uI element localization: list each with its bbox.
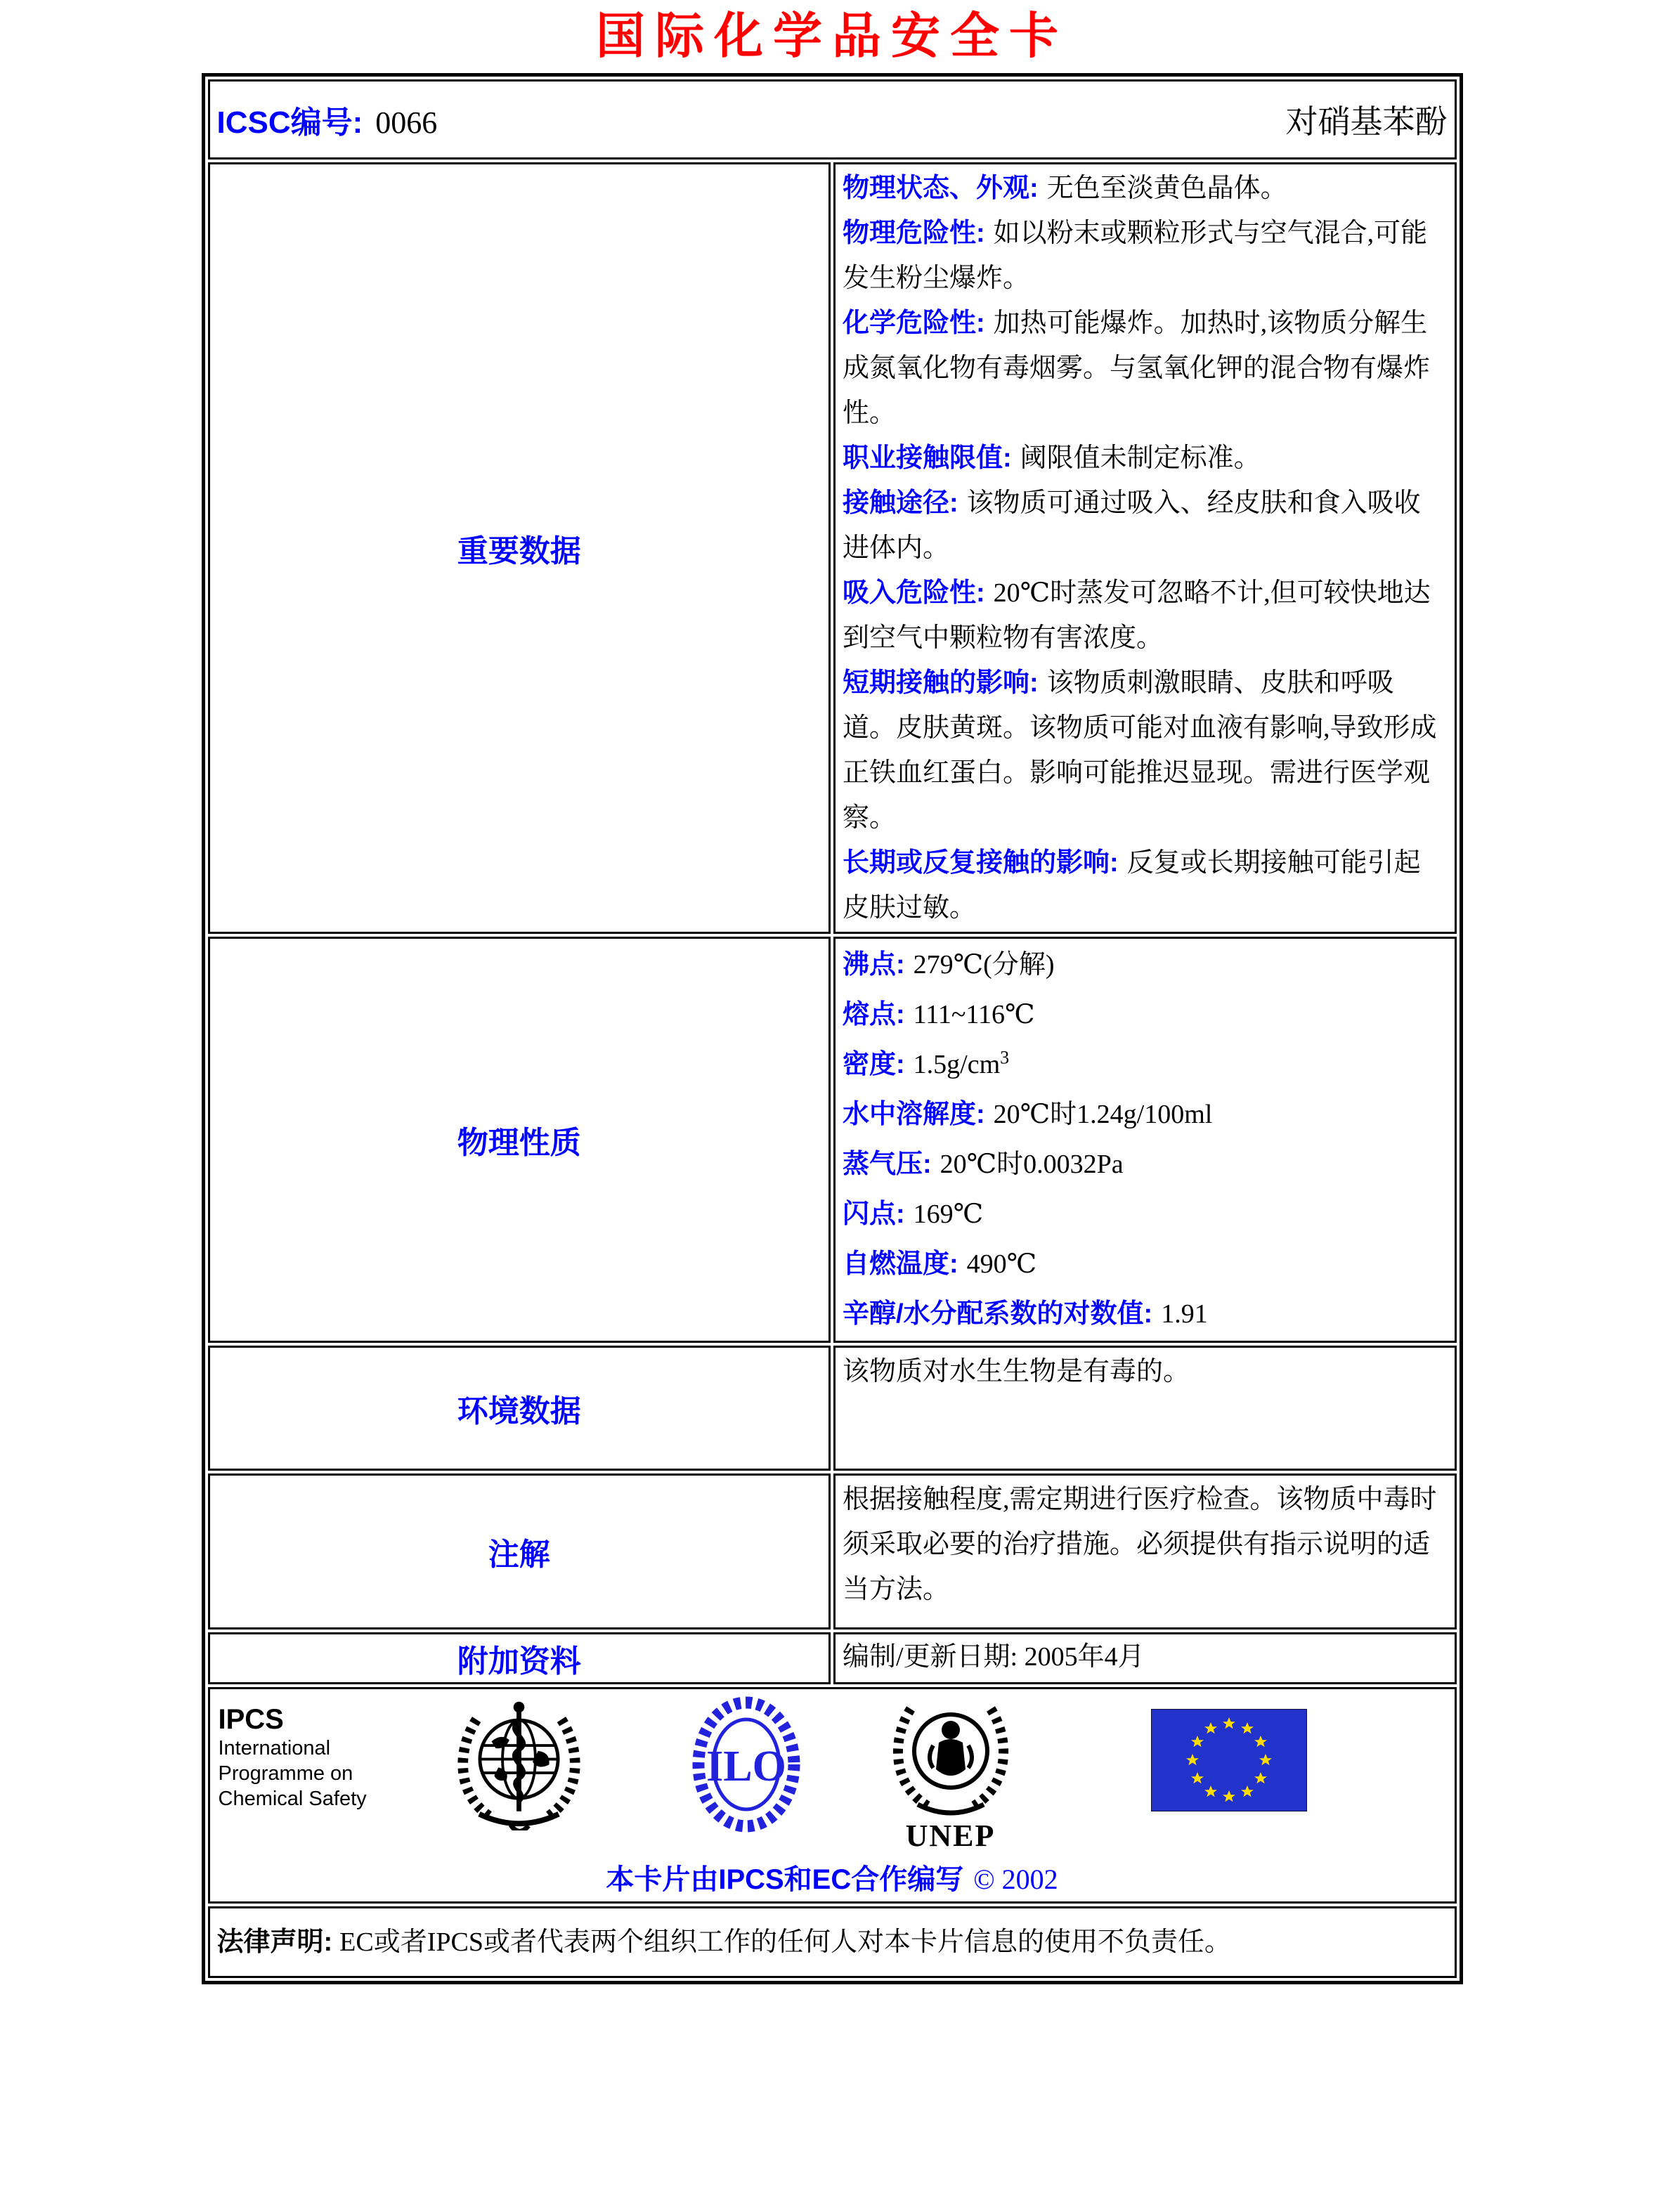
row-label-physical-properties: 物理性质: [208, 937, 831, 1343]
chemical-name: 对硝基苯酚: [1285, 104, 1448, 140]
item-label: 辛醇/水分配系数的对数值:: [843, 1299, 1153, 1329]
item-text: 20℃时蒸发可忽略不计,但可较快地达到空气中颗粒物有害浓度。: [843, 578, 1431, 653]
item-text: 1.5g/cm: [913, 1050, 1001, 1079]
physical-property-item: [843, 990, 1448, 1040]
item-label: 沸点:: [843, 950, 905, 980]
notes-text: 根据接触程度,需定期进行医疗检查。该物质中毒时须采取必要的治疗措施。必须提供有指示说明的适当方法。: [843, 1485, 1437, 1604]
update-date-label: 编制/更新日期:: [843, 1642, 1018, 1672]
credit-text: 本卡片由IPCS和EC合作编写: [606, 1864, 964, 1895]
footer-logos-row: [208, 1687, 1457, 1904]
item-text: 反复或长期接触可能引起皮肤过敏。: [843, 848, 1421, 923]
ilo-logo-icon: [686, 1693, 807, 1839]
item-label: 职业接触限值:: [843, 443, 1012, 473]
important-data-item: [843, 301, 1448, 436]
update-date-value: 2005年4月: [1024, 1642, 1145, 1672]
item-text: 1.91: [1161, 1299, 1208, 1329]
ipcs-description-line: International: [218, 1737, 331, 1759]
header-row: [208, 79, 1457, 160]
item-superscript: 3: [1000, 1047, 1010, 1068]
icsc-number-group: [217, 97, 438, 142]
row-label-environmental-data: 环境数据: [208, 1346, 831, 1471]
important-data-content: [833, 162, 1457, 934]
environmental-data-text: 该物质对水生生物是有毒的。: [843, 1357, 1190, 1386]
row-label-additional-info: 附加资料: [208, 1632, 831, 1684]
important-data-item: [843, 211, 1448, 301]
item-text: 20℃时0.0032Pa: [940, 1150, 1124, 1179]
unep-label: UNEP: [905, 1819, 996, 1853]
legal-text: EC或者IPCS或者代表两个组织工作的任何人对本卡片信息的使用不负责任。: [339, 1927, 1231, 1957]
important-data-item: [843, 436, 1448, 481]
important-data-item: [843, 481, 1448, 571]
ipcs-description-line: Programme on: [218, 1762, 353, 1785]
item-label: 熔点:: [843, 1000, 905, 1029]
item-label: 自燃温度:: [843, 1249, 958, 1279]
physical-property-item: [843, 1289, 1448, 1339]
unep-logo-icon: [884, 1693, 1018, 1852]
item-text: 该物质刺激眼睛、皮肤和呼吸道。皮肤黄斑。该物质可能对血液有影响,导致形成正铁血红蛋白。影响可能推迟显现。需进行医学观察。: [843, 668, 1437, 833]
item-label: 接触途径:: [843, 488, 958, 518]
legal-label: 法律声明:: [216, 1927, 333, 1957]
item-text: 加热可能爆炸。加热时,该物质分解生成氮氧化物有毒烟雾。与氢氧化钾的混合物有爆炸性。: [843, 308, 1431, 428]
item-text: 阈限值未制定标准。: [1020, 443, 1261, 473]
item-text: 490℃: [966, 1249, 1037, 1279]
icsc-number-value: 0066: [375, 105, 438, 140]
physical-property-item: [843, 1140, 1448, 1190]
item-label: 短期接触的影响:: [843, 668, 1039, 698]
item-label: 长期或反复接触的影响:: [843, 848, 1119, 878]
physical-property-item: [843, 1240, 1448, 1289]
item-text: 该物质可通过吸入、经皮肤和食入吸收进体内。: [843, 488, 1421, 563]
physical-property-item: [843, 1040, 1448, 1090]
additional-info-line: [843, 1636, 1448, 1678]
item-text: 无色至淡黄色晶体。: [1046, 174, 1287, 203]
notes-content: [833, 1473, 1457, 1629]
important-data-item: [843, 571, 1448, 661]
ipcs-text-block: [219, 1703, 407, 1811]
item-text: 20℃时1.24g/100ml: [993, 1100, 1213, 1129]
physical-properties-content: [833, 937, 1457, 1343]
important-data-item: [843, 166, 1448, 211]
item-text: 169℃: [913, 1199, 984, 1229]
page-title: 国际化学品安全卡: [596, 8, 1068, 63]
environmental-data-content: [833, 1346, 1457, 1471]
copyright-text: © 2002: [973, 1863, 1058, 1895]
item-label: 密度:: [843, 1050, 905, 1079]
ipcs-description-line: Chemical Safety: [218, 1788, 367, 1810]
item-label: 物理危险性:: [843, 219, 985, 248]
safety-card-table: [202, 73, 1463, 1984]
icsc-number-label: ICSC编号:: [216, 105, 363, 140]
physical-property-item: [843, 1090, 1448, 1140]
important-data-item: [843, 840, 1448, 930]
ilo-letters: ILO: [706, 1743, 786, 1790]
important-data-item: [843, 661, 1448, 840]
item-label: 吸入危险性:: [843, 578, 985, 608]
ipcs-description: [219, 1736, 407, 1811]
ipcs-acronym: IPCS: [218, 1704, 284, 1735]
eu-flag-icon: [1151, 1709, 1307, 1815]
item-label: 闪点:: [843, 1199, 905, 1229]
legal-row: [208, 1906, 1457, 1978]
row-label-important-data: 重要数据: [208, 162, 831, 934]
item-text: 如以粉末或颗粒形式与空气混合,可能发生粉尘爆炸。: [843, 219, 1428, 293]
credit-line: [219, 1857, 1446, 1897]
item-label: 水中溶解度:: [843, 1100, 985, 1129]
item-label: 物理状态、外观:: [843, 174, 1039, 203]
physical-property-item: [843, 940, 1448, 990]
physical-property-item: [843, 1190, 1448, 1240]
item-label: 化学危险性:: [843, 308, 985, 338]
additional-info-content: [833, 1632, 1457, 1684]
row-label-notes: 注解: [208, 1473, 831, 1629]
item-text: 111~116℃: [913, 1000, 1035, 1029]
who-logo-icon: [450, 1693, 587, 1834]
item-label: 蒸气压:: [843, 1150, 932, 1179]
item-text: 279℃(分解): [913, 950, 1055, 980]
